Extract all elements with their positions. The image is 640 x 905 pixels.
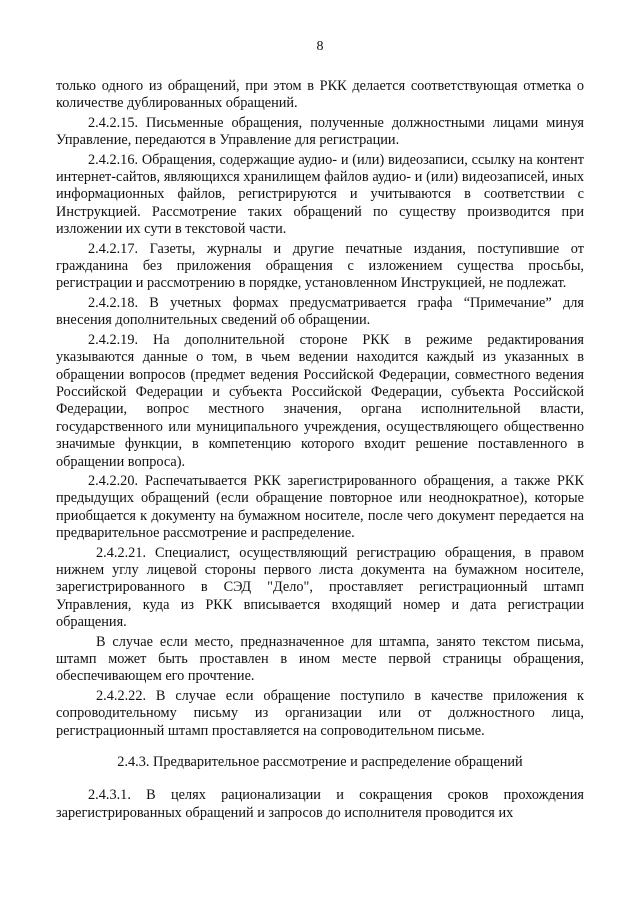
paragraph-2-4-2-17: 2.4.2.17. Газеты, журналы и другие печатные издания, поступившие от гражданина без приложения обращения с изложением существа просьбы, регистрации и рассмотрению в порядке, установленном Инструкцией, не подлежат.: [56, 240, 584, 292]
paragraph-continuation: только одного из обращений, при этом в РКК делается соответствующая отметка о количестве дублированных обращений.: [56, 78, 584, 112]
paragraph-2-4-2-20: 2.4.2.20. Распечатывается РКК зарегистрированного обращения, а также РКК предыдущих обращений (если обращение повторное или неоднократное), которые приобщается к документу на бумажном носителе, после чего документ передается на предварительное рассмотрение и распределение.: [56, 472, 584, 542]
paragraph-2-4-2-18: 2.4.2.18. В учетных формах предусматривается графа “Примечание” для внесения дополнительных сведений об обращении.: [56, 294, 584, 329]
page-number: 8: [316, 39, 324, 54]
document-body: [56, 78, 584, 824]
paragraph-2-4-2-15: 2.4.2.15. Письменные обращения, полученные должностными лицами минуя Управление, передаются в Управление для регистрации.: [56, 114, 584, 149]
paragraph-stamp-placement: В случае если место, предназначенное для штампа, занято текстом письма, штамп может быть проставлен в ином месте первой страницы обращения, обеспечивающем его прочтение.: [56, 633, 584, 685]
paragraph-2-4-3-1: 2.4.3.1. В целях рационализации и сокращения сроков прохождения зарегистрированных обращений и запросов до исполнителя проводится их: [56, 787, 584, 821]
paragraph-2-4-2-16: 2.4.2.16. Обращения, содержащие аудио- и (или) видеозаписи, ссылку на контент интернет-сайтов, являющихся хранилищем файлов аудио- и (или) видеозаписей, иных информационных файлов, регистрируются и учитываются в соответствии с Инструкцией. Рассмотрение таких обращений по существу производится при изложении их сути в текстовой части.: [56, 151, 584, 238]
paragraph-2-4-2-22: 2.4.2.22. В случае если обращение поступило в качестве приложения к сопроводительному письму из организации или от должностного лица, регистрационный штамп проставляется на сопроводительном письме.: [56, 687, 584, 739]
paragraph-2-4-2-19: 2.4.2.19. На дополнительной стороне РКК в режиме редактирования указываются данные о том, в чьем ведении находится каждый из указанных в обращении вопросов (предмет ведения Российской Федерации, совместного ведения Российской Федерации и субъекта Российской Федерации, субъекта Российской Федерации, вопрос местного значения, органа исполнительной власти, государственного или муниципального учреждения, осуществляющего общественно значимые функции, в компетенцию которого входит решение поставленного в обращении вопроса).: [56, 331, 584, 470]
section-heading: 2.4.3. Предварительное рассмотрение и распределение обращений: [117, 754, 523, 771]
paragraph-2-4-2-21: 2.4.2.21. Специалист, осуществляющий регистрацию обращения, в правом нижнем углу лицевой стороны первого листа документа на бумажном носителе, зарегистрированного в СЭД "Дело", проставляет регистрационный штамп Управления, куда из РКК вписывается входящий номер и дата регистрации обращения.: [56, 544, 584, 631]
